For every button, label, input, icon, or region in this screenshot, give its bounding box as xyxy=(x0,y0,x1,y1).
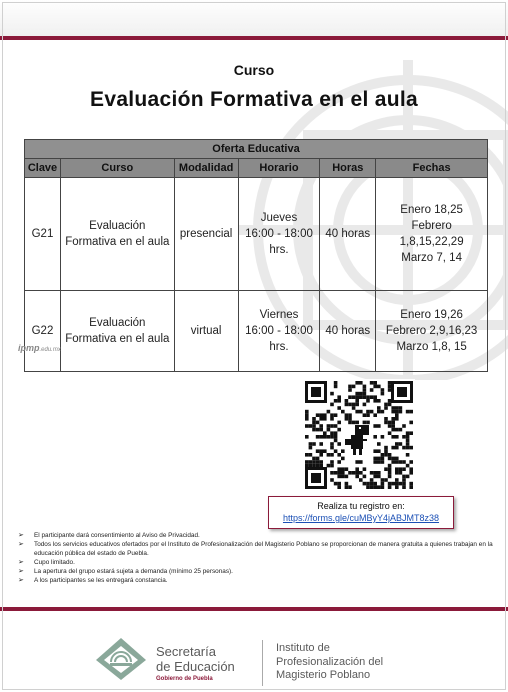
cell-clave: G22 xyxy=(25,291,61,372)
cell-clave: G21 xyxy=(25,178,61,291)
cell-horario-line: 16:00 - 18:00 xyxy=(245,325,313,337)
course-label: Curso xyxy=(233,62,275,78)
sep-name-line: de Educación xyxy=(156,659,235,674)
cell-curso-line: Formativa en el aula xyxy=(65,236,170,248)
cell-curso-line: Formativa en el aula xyxy=(65,333,170,345)
arrow-bullet-icon: ➢ xyxy=(18,559,24,566)
registration-link[interactable]: https://forms.gle/cuMByY4jABJMT8z38 xyxy=(282,513,440,523)
cell-horario-line: Viernes xyxy=(259,309,299,321)
arrow-bullet-icon: ➢ xyxy=(18,541,24,548)
cell-horario-line: hrs. xyxy=(269,244,289,256)
institute-name-line: Profesionalización del xyxy=(276,655,384,668)
note-text: La apertura del grupo estará sujeta a demanda (mínimo 25 personas). xyxy=(34,568,233,575)
sep-subtitle: Gobierno de Puebla xyxy=(156,676,213,682)
institute-name-line: Magisterio Poblano xyxy=(276,669,371,681)
column-header-fechas: Fechas xyxy=(376,159,488,178)
arrow-bullet-icon: ➢ xyxy=(18,577,24,584)
watermark-suffix: .edu.mx xyxy=(39,347,61,353)
note-text: A los participantes se les entregará constancia. xyxy=(34,577,168,584)
cell-fechas-line: Marzo 1,8, 15 xyxy=(396,341,467,353)
cell-modalidad: presencial xyxy=(174,178,238,291)
cell-horario-line: hrs. xyxy=(269,341,289,353)
note-text: Todos los servicios educativos ofertados por el Instituto de Profesionalización del Magisterio Poblano se proporcionan de manera gratuita a quienes trabajan en la educación pública del estado de Puebla. xyxy=(34,541,493,557)
watermark-text: ipmp xyxy=(18,343,40,353)
cell-horas: 40 horas xyxy=(320,178,376,291)
arrow-bullet-icon: ➢ xyxy=(18,568,24,575)
column-header-horario: Horario xyxy=(238,159,320,178)
arrow-bullet-icon: ➢ xyxy=(18,532,24,539)
cell-fechas-line: Enero 18,25 xyxy=(400,204,463,216)
column-header-horas: Horas xyxy=(320,159,376,178)
cell-horario-line: Jueves xyxy=(260,212,298,224)
column-header-modalidad: Modalidad xyxy=(174,159,238,178)
cell-fechas-line: Enero 19,26 xyxy=(400,309,463,321)
cell-curso-line: Evaluación xyxy=(89,220,146,232)
column-header-curso: Curso xyxy=(60,159,174,178)
sep-name-line: Secretaría xyxy=(156,644,216,659)
table-caption: Oferta Educativa xyxy=(25,140,488,159)
cell-horas: 40 horas xyxy=(320,291,376,372)
cell-curso-line: Evaluación xyxy=(89,317,146,329)
cell-fechas-line: Febrero 2,9,16,23 xyxy=(385,325,478,337)
note-text: El participante dará consentimiento al Aviso de Privacidad. xyxy=(34,532,200,539)
cell-fechas-line: Marzo 7, 14 xyxy=(401,252,462,264)
cell-horario-line: 16:00 - 18:00 xyxy=(245,228,313,240)
registration-label: Realiza tu registro en: xyxy=(317,501,405,511)
cell-fechas-line: 1,8,15,22,29 xyxy=(399,236,464,248)
cell-modalidad: virtual xyxy=(174,291,238,372)
page-frame xyxy=(2,2,506,690)
column-header-clave: Clave xyxy=(25,159,61,178)
page-title: Evaluación Formativa en el aula xyxy=(90,88,418,111)
institute-name-line: Instituto de xyxy=(276,642,330,654)
cell-fechas-line: Febrero xyxy=(411,220,452,232)
note-text: Cupo limitado. xyxy=(34,559,75,566)
